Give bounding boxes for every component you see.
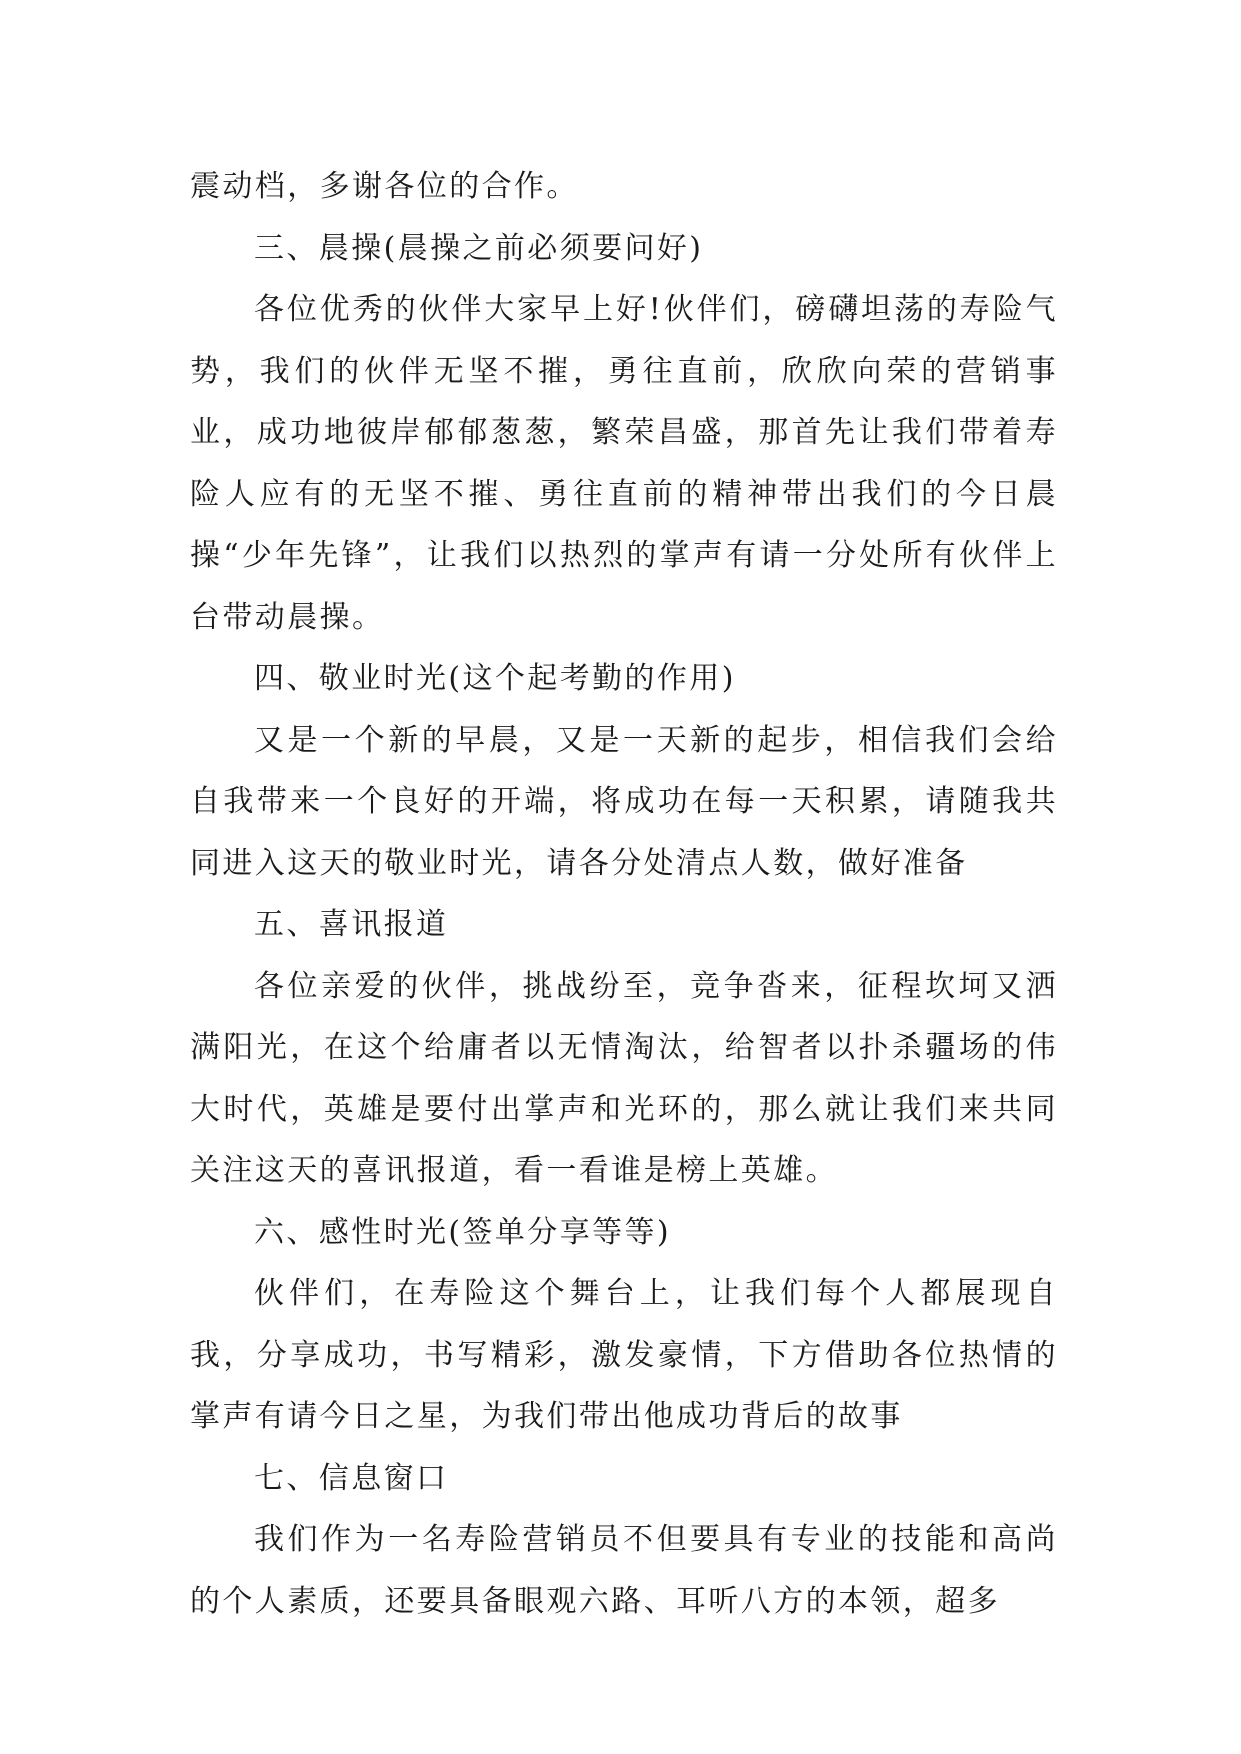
section-heading-sharing-time: 六、感性时光(签单分享等等) (254, 1214, 672, 1250)
section-heading-work-time: 四、敬业时光(这个起考勤的作用) (254, 661, 736, 696)
paragraph-morning-exercise: 各位优秀的伙伴大家早上好!伙伴们，磅礴坦荡的寿险气势，我们的伙伴无坚不摧，勇往直前，欣欣向荣的营销事业，成功地彼岸郁郁葱葱，繁荣昌盛，那首先让我们带着寿险人应有的无坚不摧、勇往直前的精神带出我们的今日晨操“少年先锋”，让我们以热烈的掌声有请一分处所有伙伴上台带动晨操。 (190, 292, 1058, 635)
paragraph-info-window: 我们作为一名寿险营销员不但要具有专业的技能和高尚的个人素质，还要具备眼观六路、耳听八方的本领，超多 (190, 1522, 1058, 1619)
paragraph-work-time: 又是一个新的早晨，又是一天新的起步，相信我们会给自我带来一个良好的开端，将成功在每一天积累，请随我共同进入这天的敬业时光，请各分处清点人数，做好准备 (190, 722, 1058, 881)
paragraph-continuation: 震动档，多谢各位的合作。 (190, 169, 579, 204)
paragraph-sharing-time: 伙伴们，在寿险这个舞台上，让我们每个人都展现自我，分享成功，书写精彩，激发豪情，下方借助各位热情的掌声有请今日之星，为我们带出他成功背后的故事 (190, 1276, 1058, 1434)
paragraph-good-news: 各位亲爱的伙伴，挑战纷至，竞争沓来，征程坎坷又洒满阳光，在这个给庸者以无情淘汰，给智者以扑杀疆场的伟大时代，英雄是要付出掌声和光环的，那么就让我们来共同关注这天的喜讯报道，看一看谁是榜上英雄。 (190, 968, 1058, 1188)
section-heading-good-news: 五、喜讯报道 (254, 907, 449, 942)
section-heading-morning-exercise: 三、晨操(晨操之前必须要问好) (254, 230, 704, 266)
section-heading-info-window: 七、信息窗口 (254, 1460, 449, 1496)
document-body (190, 156, 1058, 1632)
